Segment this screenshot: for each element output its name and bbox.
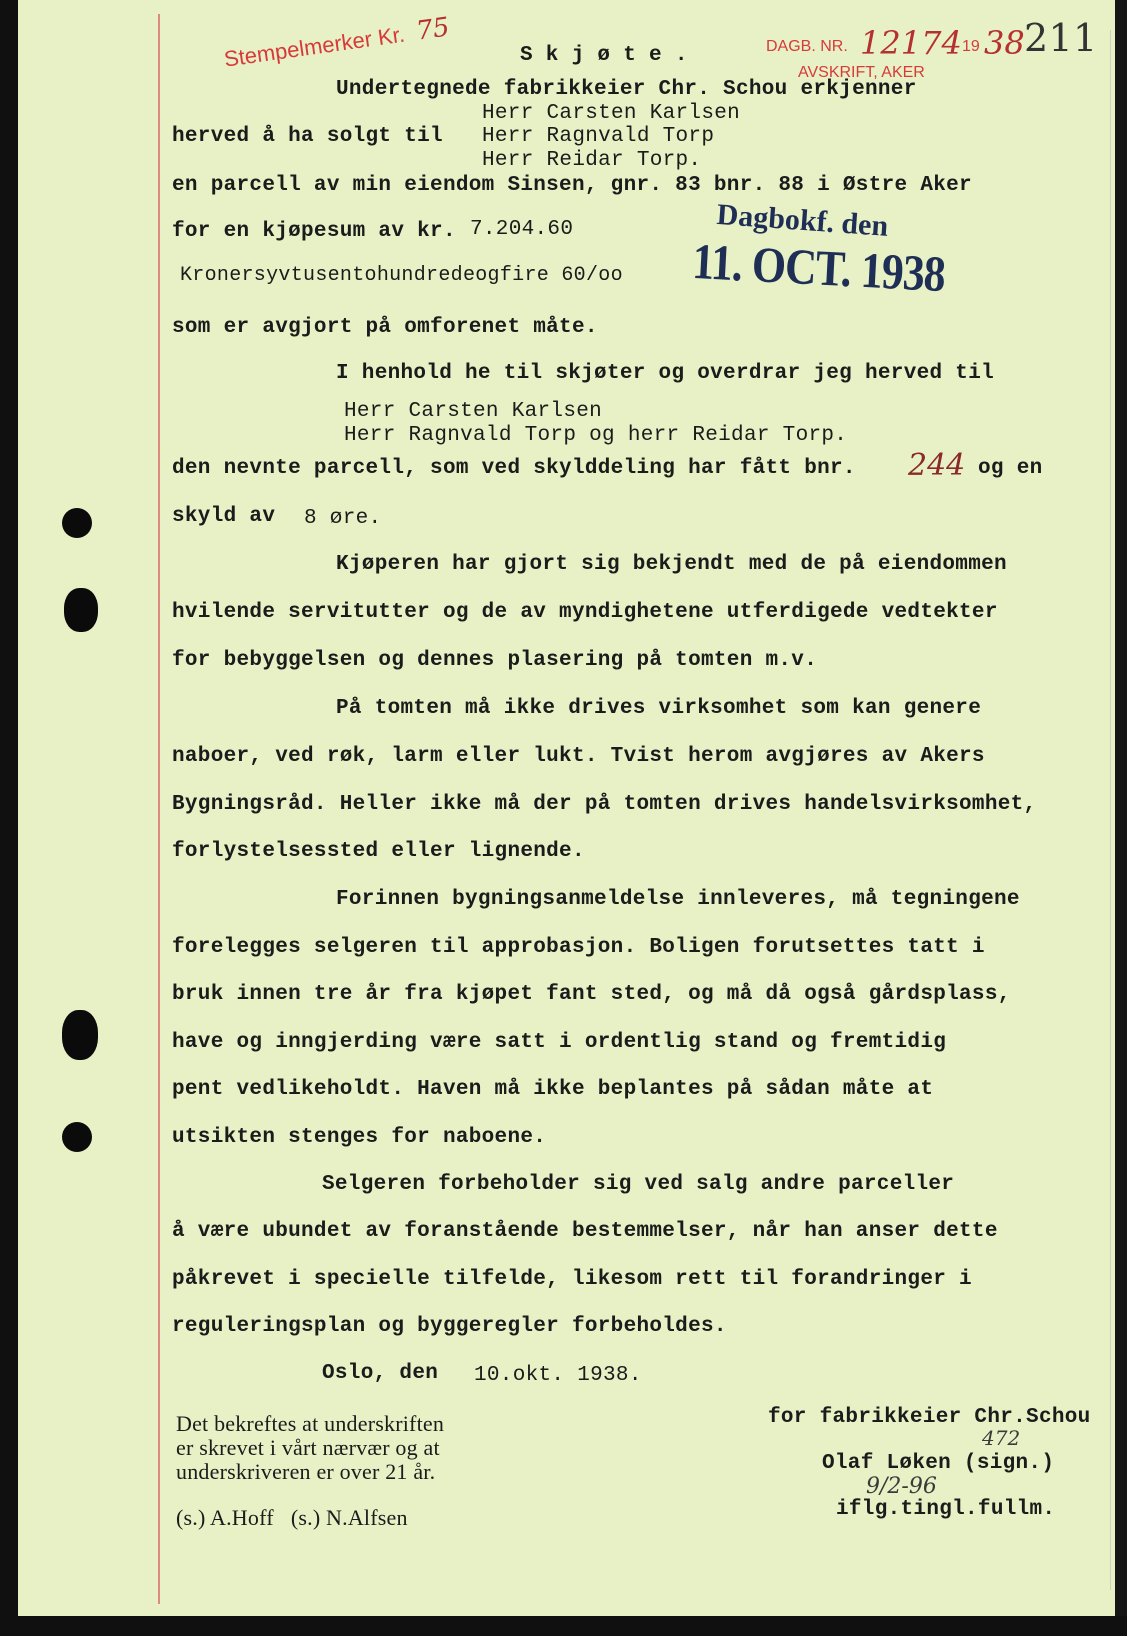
diary-year-prefix: 19 [962, 38, 980, 55]
copy-stamp: AVSKRIFT, AKER [798, 64, 925, 81]
text-line: forlystelsessted eller lignende. [172, 840, 585, 863]
buyer-name: Herr Ragnvald Torp [482, 125, 715, 148]
document-title: S k j ø t e . [520, 44, 688, 67]
text-line: herved å ha solgt til [172, 125, 443, 148]
text-line: forelegges selgeren til approbasjon. Boligen forutsettes tatt i [172, 936, 985, 959]
text-line: have og inngjerding være satt i ordentlig stand og fremtidig [172, 1031, 947, 1054]
text-line: og en [978, 457, 1043, 480]
witness-line: underskriveren er over 21 år. [176, 1459, 436, 1484]
diary-year-value: 38 [984, 24, 1025, 62]
registration-date-value: 11. OCT. 1938 [690, 233, 947, 303]
witness-signatures: (s.) A.Hoff (s.) N.Alfsen [176, 1505, 408, 1530]
diary-number-value: 12174 [860, 24, 962, 62]
text-line: Undertegnede fabrikkeier Chr. Schou erkjenner [336, 78, 917, 101]
margin-line [158, 14, 160, 1604]
punch-hole [62, 508, 92, 538]
text-line: påkrevet i specielle tilfelde, likesom rett til forandringer i [172, 1268, 972, 1291]
tax-value: 8 øre. [304, 507, 382, 530]
text-line: Kjøperen har gjort sig bekjendt med de på eiendommen [336, 553, 1007, 576]
text-line: for en kjøpesum av kr. [172, 220, 456, 243]
witness-line: Det bekreftes at underskriften [176, 1411, 445, 1436]
punch-hole [64, 588, 98, 632]
text-line: Selgeren forbeholder sig ved salg andre parceller [322, 1173, 955, 1196]
scan-border-left [0, 0, 18, 1636]
text-line: for bebyggelsen og dennes plasering på tomten m.v. [172, 649, 818, 672]
buyer-name: Herr Ragnvald Torp og herr Reidar Torp. [344, 424, 848, 447]
diary-number-label: DAGB. NR. [766, 38, 848, 55]
diary-number-stamp [766, 38, 848, 56]
witness-line: er skrevet i vårt nærvær og at [176, 1435, 440, 1460]
signature-line: for fabrikkeier Chr.Schou [768, 1406, 1091, 1429]
text-line: Bygningsråd. Heller ikke må der på tomten drives handelsvirksomhet, [172, 793, 1037, 816]
price-in-words: Kronersyvtusentohundredeogfire 60/oo [180, 264, 623, 287]
buyer-name: Herr Carsten Karlsen [482, 102, 741, 125]
stamp-duty-amount: 75 [414, 12, 452, 47]
text-line: På tomten må ikke drives virksomhet som kan genere [336, 697, 982, 720]
page-number: 211 [1024, 16, 1098, 60]
signature-line: iflg.tingl.fullm. [836, 1498, 1056, 1521]
punch-hole [62, 1010, 98, 1060]
buyer-name: Herr Reidar Torp. [482, 149, 702, 172]
registration-date-label: Dagbokf. den [715, 198, 890, 243]
text-line: pent vedlikeholdt. Haven må ikke beplantes på sådan måte at [172, 1078, 934, 1101]
text-line: en parcell av min eiendom Sinsen, gnr. 83 bnr. 88 i Østre Aker [172, 174, 972, 197]
handwritten-note: 472 [982, 1426, 1021, 1450]
text-line: utsikten stenges for naboene. [172, 1126, 547, 1149]
text-line: I henhold he til skjøter og overdrar jeg herved til [336, 362, 995, 385]
punch-hole [62, 1122, 92, 1152]
place-date: Oslo, den [322, 1362, 439, 1385]
text-line: den nevnte parcell, som ved skylddeling har fått bnr. [172, 457, 856, 480]
right-margin-line [1110, 30, 1111, 1590]
text-line: naboer, ved røk, larm eller lukt. Tvist herom avgjøres av Akers [172, 745, 985, 768]
text-line: Forinnen bygningsanmeldelse innleveres, må tegningene [336, 888, 1020, 911]
purchase-price: 7.204.60 [470, 218, 574, 241]
text-line: som er avgjort på omforenet måte. [172, 316, 598, 339]
scan-border-right [1115, 0, 1127, 1636]
signature-line: Olaf Løken (sign.) [822, 1452, 1055, 1475]
handwritten-bnr: 244 [908, 448, 966, 483]
stamp-duty-label: Stempelmerker Kr. [222, 21, 407, 72]
scan-border-bottom [0, 1616, 1127, 1636]
handwritten-note: 9/2-96 [866, 1474, 937, 1499]
text-line: hvilende servitutter og de av myndighetene utferdigede vedtekter [172, 601, 998, 624]
text-line: reguleringsplan og byggeregler forbeholdes. [172, 1315, 727, 1338]
stamp-duty-stamp [222, 12, 451, 73]
text-line: å være ubundet av foranstående bestemmelser, når han anser dette [172, 1220, 998, 1243]
text-line: skyld av [172, 505, 276, 528]
buyer-name: Herr Carsten Karlsen [344, 400, 603, 423]
signing-date: 10.okt. 1938. [474, 1364, 642, 1387]
text-line: bruk innen tre år fra kjøpet fant sted, og må då også gårdsplass, [172, 983, 1011, 1006]
